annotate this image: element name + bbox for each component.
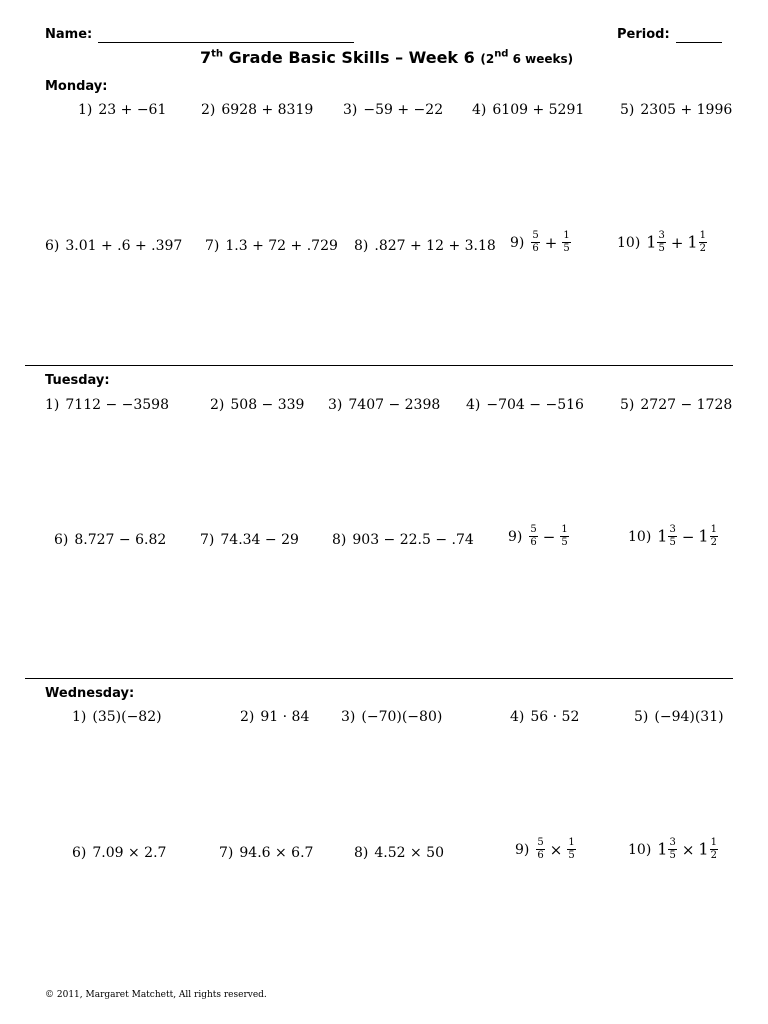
problem-mon-3: 3) −59 + −22: [343, 102, 444, 118]
problem-mon-10: 10) 1 $\frac{3}{5}$ + 1 $\frac{1}{2}$: [617, 230, 706, 254]
divider-tuesday: [25, 678, 733, 679]
problem-tue-2: 2) 508 − 339: [210, 397, 305, 413]
problem-tue-10: 10) 1 $\frac{3}{5}$ − 1 $\frac{1}{2}$: [628, 524, 717, 548]
problem-wed-6: 6) 7.09 × 2.7: [72, 845, 167, 861]
problem-wed-4: 4) 56 · 52: [510, 709, 580, 725]
divider-monday: [25, 365, 733, 366]
wednesday-label: Wednesday:: [45, 686, 135, 701]
problem-wed-3: 3) (−70)(−80): [341, 709, 443, 725]
problem-wed-2: 2) 91 · 84: [240, 709, 310, 725]
problem-mon-7: 7) 1.3 + 72 + .729: [205, 238, 338, 254]
problem-wed-10: 10) 1 $\frac{3}{5}$ × 1 $\frac{1}{2}$: [628, 837, 717, 861]
problem-tue-9: 9) $\frac{5}{6}$ − $\frac{1}{5}$: [508, 524, 568, 548]
problem-mon-6: 6) 3.01 + .6 + .397: [45, 238, 183, 254]
monday-label: Monday:: [45, 79, 108, 94]
problem-tue-3: 3) 7407 − 2398: [328, 397, 441, 413]
problem-mon-5: 5) 2305 + 1996: [620, 102, 733, 118]
problem-mon-8: 8) .827 + 12 + 3.18: [354, 238, 496, 254]
period-blank[interactable]: [676, 42, 722, 43]
tuesday-label: Tuesday:: [45, 373, 110, 388]
problem-tue-6: 6) 8.727 − 6.82: [54, 532, 167, 548]
name-blank[interactable]: [98, 42, 354, 43]
problem-tue-4: 4) −704 − −516: [466, 397, 584, 413]
period-label: Period:: [617, 27, 670, 42]
problem-wed-9: 9) $\frac{5}{6}$ × $\frac{1}{5}$: [515, 837, 575, 861]
page-title: 7th Grade Basic Skills – Week 6 (2nd 6 weeks): [200, 48, 574, 67]
problem-wed-1: 1) (35)(−82): [72, 709, 162, 725]
name-label: Name:: [45, 27, 93, 42]
copyright-footer: © 2011, Margaret Matchett, All rights reserved.: [45, 990, 267, 1000]
problem-wed-7: 7) 94.6 × 6.7: [219, 845, 314, 861]
problem-mon-2: 2) 6928 + 8319: [201, 102, 314, 118]
problem-mon-4: 4) 6109 + 5291: [472, 102, 585, 118]
problem-tue-5: 5) 2727 − 1728: [620, 397, 733, 413]
problem-tue-1: 1) 7112 − −3598: [45, 397, 169, 413]
problem-tue-7: 7) 74.34 − 29: [200, 532, 299, 548]
problem-tue-8: 8) 903 − 22.5 − .74: [332, 532, 474, 548]
problem-wed-5: 5) (−94)(31): [634, 709, 724, 725]
problem-mon-1: 1) 23 + −61: [78, 102, 167, 118]
problem-mon-9: 9) $\frac{5}{6}$ + $\frac{1}{5}$: [510, 230, 570, 254]
problem-wed-8: 8) 4.52 × 50: [354, 845, 444, 861]
